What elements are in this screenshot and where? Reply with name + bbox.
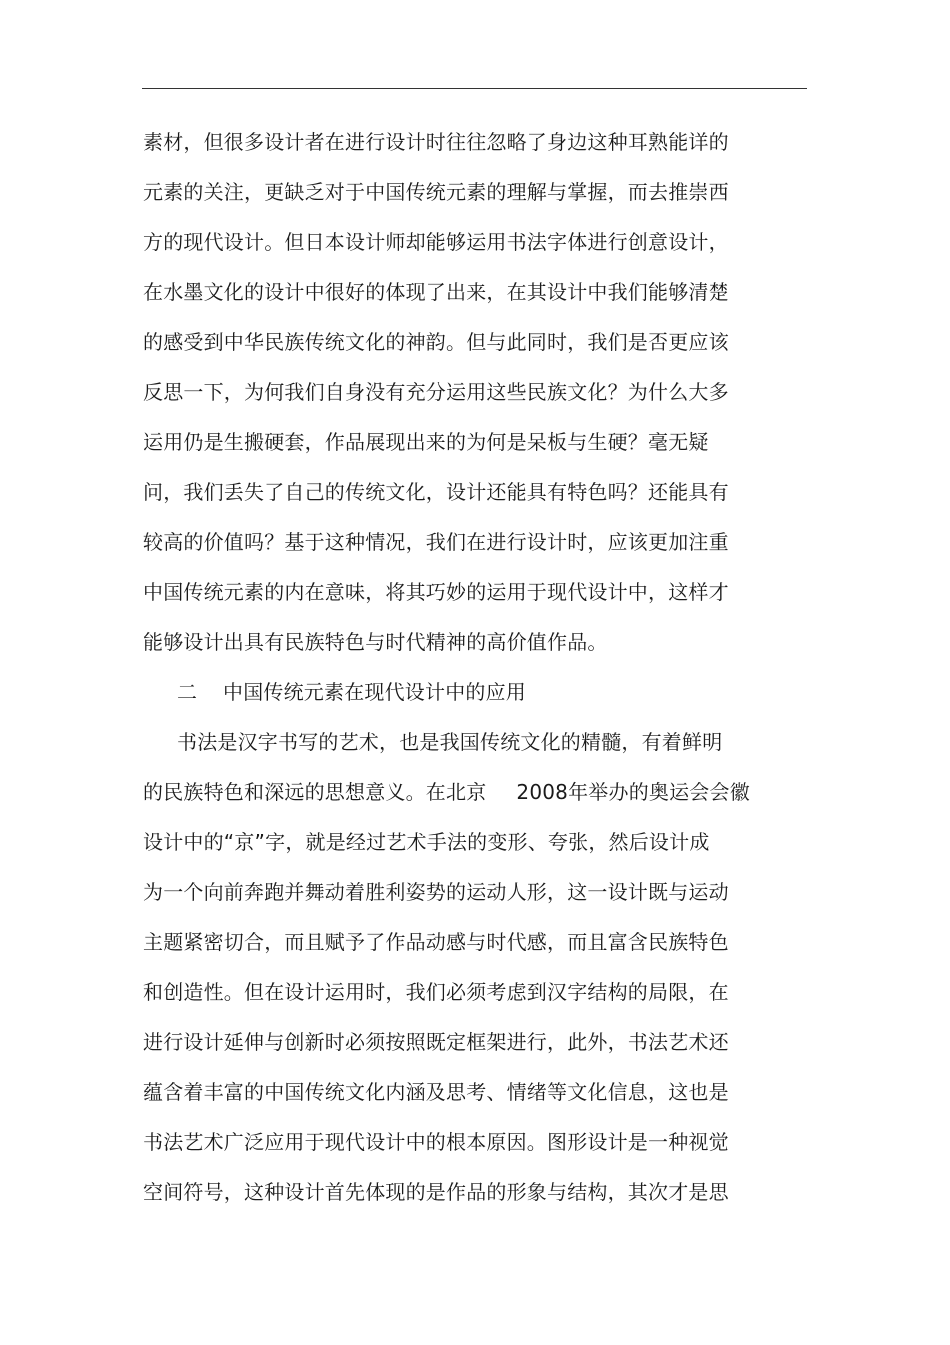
body-text xyxy=(143,120,783,1220)
paragraph-line: 进行设计延伸与创新时必须按照既定框架进行，此外，书法艺术还 xyxy=(143,1030,729,1054)
paragraph-line: 素材，但很多设计者在进行设计时往往忽略了身边这种耳熟能详的 xyxy=(143,130,729,154)
header-rule xyxy=(142,88,807,89)
paragraph-line: 在水墨文化的设计中很好的体现了出来，在其设计中我们能够清楚 xyxy=(143,280,729,304)
paragraph-line: 方的现代设计。但日本设计师却能够运用书法字体进行创意设计， xyxy=(143,230,729,254)
paragraph-line: 问，我们丢失了自己的传统文化，设计还能具有特色吗？还能具有 xyxy=(143,480,729,504)
paragraph-line: 的感受到中华民族传统文化的神韵。但与此同时，我们是否更应该 xyxy=(143,330,729,354)
paragraph-line: 元素的关注，更缺乏对于中国传统元素的理解与掌握，而去推崇西 xyxy=(143,180,729,204)
paragraph-line: 设计中的“京”字，就是经过艺术手法的变形、夸张，然后设计成 xyxy=(143,830,710,854)
paragraph-line: 运用仍是生搬硬套，作品展现出来的为何是呆板与生硬？毫无疑 xyxy=(143,430,709,454)
section-heading xyxy=(143,670,783,720)
paragraph-line-part: 2008年举办的奥运会会徽 xyxy=(516,780,750,804)
paragraph-line: 能够设计出具有民族特色与时代精神的高价值作品。 xyxy=(143,630,608,654)
paragraph-line: 为一个向前奔跑并舞动着胜利姿势的运动人形，这一设计既与运动 xyxy=(143,880,729,904)
paragraph-line: 中国传统元素的内在意味，将其巧妙的运用于现代设计中，这样才 xyxy=(143,580,729,604)
paragraph-line-part: 的民族特色和深远的思想意义。在北京 xyxy=(143,780,487,804)
paragraph-line: 和创造性。但在设计运用时，我们必须考虑到汉字结构的局限，在 xyxy=(143,980,729,1004)
paragraph-line: 蕴含着丰富的中国传统文化内涵及思考、情绪等文化信息，这也是 xyxy=(143,1080,729,1104)
section-title: 中国传统元素在现代设计中的应用 xyxy=(223,680,526,704)
paragraph-line: 空间符号，这种设计首先体现的是作品的形象与结构，其次才是思 xyxy=(143,1180,729,1204)
paragraph-line: 较高的价值吗？基于这种情况，我们在进行设计时，应该更加注重 xyxy=(143,530,729,554)
paragraph-line: 反思一下，为何我们自身没有充分运用这些民族文化？为什么大多 xyxy=(143,380,729,404)
paragraph-line: 书法是汉字书写的艺术，也是我国传统文化的精髓，有着鲜明 xyxy=(177,730,723,754)
paragraph-line xyxy=(143,770,783,820)
paragraph-line: 书法艺术广泛应用于现代设计中的根本原因。图形设计是一种视觉 xyxy=(143,1130,729,1154)
section-number: 二 xyxy=(177,680,198,704)
paragraph-line: 主题紧密切合，而且赋予了作品动感与时代感，而且富含民族特色 xyxy=(143,930,729,954)
